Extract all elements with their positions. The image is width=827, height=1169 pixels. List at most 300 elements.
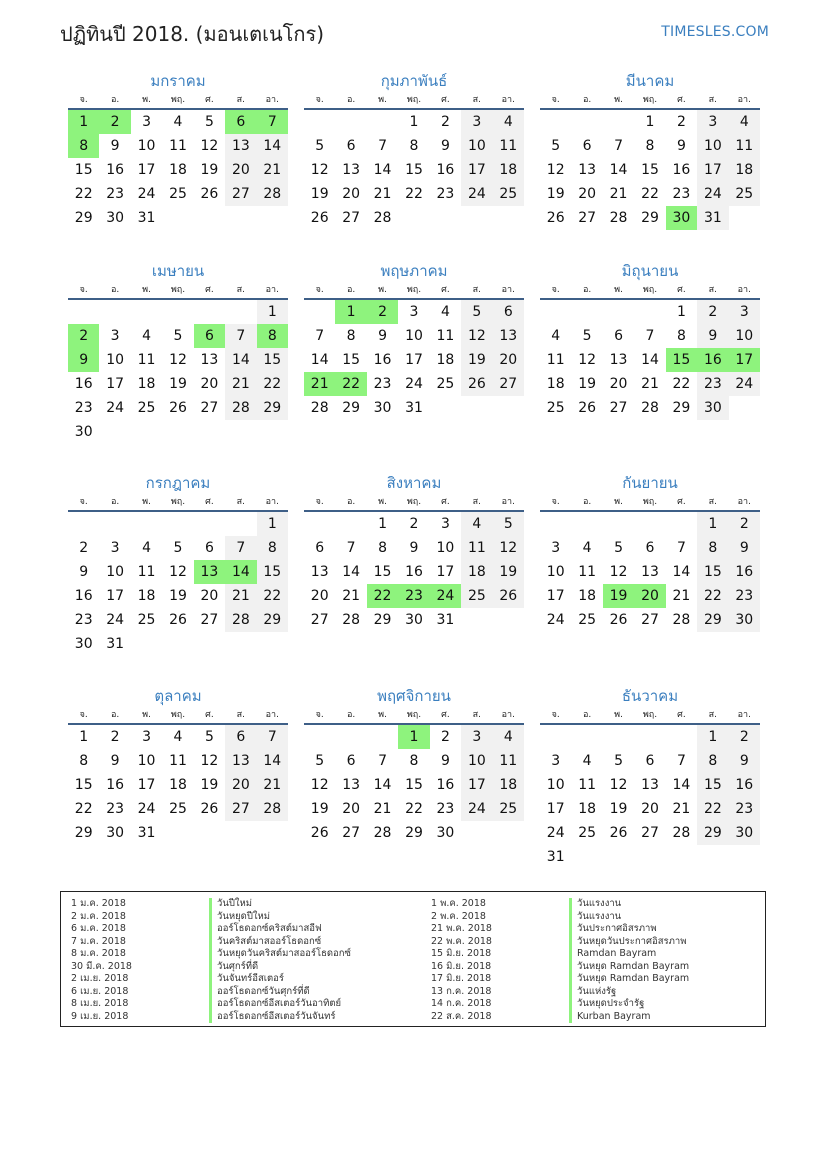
day-cell: 20 bbox=[225, 773, 256, 797]
day-cell: 29 bbox=[74, 825, 93, 841]
holiday-name: วันประกาศอิสรภาพ bbox=[569, 923, 657, 936]
weekday-header bbox=[304, 707, 524, 725]
day-cell: 19 bbox=[493, 560, 524, 584]
day-cell: 2 bbox=[440, 114, 450, 130]
day-cell: 24 bbox=[106, 612, 125, 628]
site-link[interactable]: TIMESLES.COM bbox=[661, 24, 769, 40]
weekday-label: ศ. bbox=[441, 95, 450, 105]
day-cell: 19 bbox=[200, 162, 219, 178]
holiday-date: 1 พ.ค. 2018 bbox=[431, 898, 486, 909]
day-cell: 15 bbox=[641, 162, 659, 178]
day-cell: 15 bbox=[342, 352, 361, 368]
day-cell: 2 bbox=[729, 725, 760, 749]
weekday-label: พ. bbox=[614, 285, 623, 295]
day-cell: 15 bbox=[74, 777, 93, 793]
day-cell: 9 bbox=[440, 138, 450, 154]
month-name: เมษายน bbox=[151, 262, 205, 280]
empty-cell bbox=[335, 512, 366, 536]
day-cell: 22 bbox=[74, 801, 93, 817]
day-cell: 24 bbox=[546, 825, 565, 841]
day-cell: 3 bbox=[142, 729, 152, 745]
day-cell: 28 bbox=[342, 612, 361, 628]
weekday-label: อ. bbox=[346, 95, 356, 105]
day-cell: 12 bbox=[493, 536, 524, 560]
day-cell: 16 bbox=[436, 162, 455, 178]
day-grid bbox=[304, 512, 524, 632]
empty-cell bbox=[335, 110, 366, 134]
day-cell: 25 bbox=[729, 182, 760, 206]
day-cell: 20 bbox=[493, 348, 524, 372]
weekday-label: จ. bbox=[79, 95, 88, 105]
day-cell: 30 bbox=[697, 396, 728, 420]
day-cell: 7 bbox=[225, 324, 256, 348]
weekday-label: จ. bbox=[79, 497, 88, 507]
empty-cell bbox=[99, 512, 130, 536]
day-cell: 10 bbox=[405, 328, 423, 344]
day-cell: 30 bbox=[74, 424, 93, 440]
weekday-header bbox=[68, 494, 288, 512]
day-cell: 5 bbox=[173, 540, 183, 556]
day-cell: 31 bbox=[106, 636, 125, 652]
day-cell: 25 bbox=[436, 376, 455, 392]
day-cell: 18 bbox=[436, 352, 455, 368]
weekday-label: จ. bbox=[551, 710, 560, 720]
day-cell: 5 bbox=[551, 138, 561, 154]
day-cell: 2 bbox=[110, 729, 120, 745]
day-cell: 21 bbox=[373, 186, 392, 202]
day-cell: 6 bbox=[346, 138, 356, 154]
day-cell: 3 bbox=[697, 110, 728, 134]
month-block bbox=[304, 260, 524, 420]
day-cell: 1 bbox=[378, 516, 388, 532]
day-cell: 7 bbox=[676, 540, 686, 556]
weekday-label: ศ. bbox=[441, 710, 450, 720]
day-cell: 23 bbox=[729, 797, 760, 821]
day-cell: 5 bbox=[315, 138, 325, 154]
day-cell: 29 bbox=[697, 608, 728, 632]
holiday-name: วันหยุด Ramdan Bayram bbox=[569, 961, 689, 974]
day-cell: 4 bbox=[142, 540, 152, 556]
weekday-label: พ. bbox=[142, 497, 151, 507]
day-cell: 14 bbox=[672, 777, 691, 793]
day-cell: 23 bbox=[74, 612, 93, 628]
day-cell: 11 bbox=[578, 777, 597, 793]
day-cell: 29 bbox=[641, 210, 659, 226]
day-cell: 24 bbox=[405, 376, 423, 392]
day-cell: 9 bbox=[378, 328, 388, 344]
empty-cell bbox=[225, 300, 256, 324]
day-cell: 4 bbox=[493, 725, 524, 749]
day-cell: 10 bbox=[106, 564, 125, 580]
day-cell: 30 bbox=[106, 825, 125, 841]
day-cell: 31 bbox=[137, 825, 156, 841]
day-cell: 30 bbox=[436, 825, 455, 841]
day-cell: 10 bbox=[137, 753, 156, 769]
day-cell: 25 bbox=[546, 400, 565, 416]
holiday-name: ออร์โธดอกซ์วันศุกร์ที่ดี bbox=[209, 986, 310, 999]
month-block bbox=[68, 70, 288, 230]
day-cell: 12 bbox=[461, 324, 492, 348]
holiday-date: 30 มี.ค. 2018 bbox=[71, 960, 132, 972]
day-cell: 19 bbox=[609, 801, 628, 817]
day-cell: 7 bbox=[378, 138, 388, 154]
weekday-label: อ. bbox=[110, 497, 120, 507]
day-cell: 16 bbox=[74, 588, 93, 604]
weekday-header bbox=[68, 707, 288, 725]
day-cell: 10 bbox=[106, 352, 125, 368]
month-name: ตุลาคม bbox=[154, 687, 202, 705]
holiday-date: 22 พ.ค. 2018 bbox=[431, 935, 492, 947]
day-cell: 30 bbox=[106, 210, 125, 226]
day-cell: 18 bbox=[493, 158, 524, 182]
weekday-label: พ. bbox=[614, 95, 623, 105]
day-cell: 21 bbox=[257, 773, 288, 797]
empty-cell bbox=[162, 512, 193, 536]
weekday-label: อา. bbox=[265, 710, 279, 720]
day-cell: 19 bbox=[200, 777, 219, 793]
day-cell: 25 bbox=[169, 801, 187, 817]
day-cell: 9 bbox=[409, 540, 419, 556]
day-cell: 18 bbox=[578, 588, 597, 604]
day-cell: 19 bbox=[310, 801, 329, 817]
weekday-label: ส. bbox=[708, 95, 718, 105]
day-cell: 16 bbox=[106, 777, 125, 793]
weekday-label: ส. bbox=[708, 497, 718, 507]
weekday-label: ส. bbox=[236, 497, 246, 507]
day-cell: 9 bbox=[729, 536, 760, 560]
day-cell: 31 bbox=[546, 849, 565, 865]
day-cell: 24 bbox=[137, 801, 156, 817]
day-cell: 17 bbox=[436, 564, 455, 580]
day-cell: 20 bbox=[641, 801, 659, 817]
weekday-label: พ. bbox=[378, 497, 387, 507]
day-cell: 2 bbox=[409, 516, 419, 532]
day-cell: 16 bbox=[373, 352, 392, 368]
day-cell: 28 bbox=[373, 825, 392, 841]
weekday-label: อา. bbox=[737, 710, 751, 720]
empty-cell bbox=[634, 300, 665, 324]
day-cell: 21 bbox=[342, 588, 361, 604]
empty-cell bbox=[194, 300, 225, 324]
day-cell: 24 bbox=[729, 372, 760, 396]
day-cell: 12 bbox=[310, 162, 329, 178]
day-cell: 22 bbox=[697, 797, 728, 821]
day-cell: 26 bbox=[310, 825, 329, 841]
holiday-date: 7 ม.ค. 2018 bbox=[71, 935, 126, 947]
day-cell: 15 bbox=[697, 560, 728, 584]
day-cell: 29 bbox=[405, 825, 423, 841]
month-block bbox=[68, 472, 288, 656]
holiday-date: 8 ม.ค. 2018 bbox=[71, 948, 126, 959]
empty-cell bbox=[304, 512, 335, 536]
day-cell: 17 bbox=[106, 376, 125, 392]
empty-cell bbox=[225, 512, 256, 536]
day-cell: 17 bbox=[137, 777, 156, 793]
day-cell: 29 bbox=[697, 821, 728, 845]
weekday-label: อ. bbox=[110, 95, 120, 105]
day-cell: 29 bbox=[342, 400, 361, 416]
page-title: ปฏิทินปี 2018. (มอนเตเนโกร) bbox=[60, 22, 325, 46]
weekday-label: อ. bbox=[346, 285, 356, 295]
holiday-date: 2 เม.ย. 2018 bbox=[71, 973, 129, 984]
day-cell: 23 bbox=[106, 186, 125, 202]
day-cell: 16 bbox=[672, 162, 691, 178]
day-cell: 27 bbox=[225, 182, 256, 206]
empty-cell bbox=[131, 300, 162, 324]
day-cell: 6 bbox=[645, 540, 655, 556]
weekday-label: จ. bbox=[315, 95, 324, 105]
day-cell: 27 bbox=[493, 372, 524, 396]
day-cell: 15 bbox=[257, 560, 288, 584]
day-cell: 29 bbox=[373, 612, 392, 628]
weekday-label: พฤ. bbox=[406, 285, 422, 295]
day-cell: 2 bbox=[697, 300, 728, 324]
holiday-day: 13 bbox=[194, 560, 225, 584]
weekday-label: จ. bbox=[315, 497, 324, 507]
weekday-label: จ. bbox=[79, 285, 88, 295]
holiday-day: 14 bbox=[225, 560, 256, 584]
weekday-label: อ. bbox=[582, 497, 592, 507]
day-cell: 21 bbox=[641, 376, 659, 392]
weekday-header bbox=[540, 707, 760, 725]
holiday-date: 16 มิ.ย. 2018 bbox=[431, 960, 492, 972]
day-cell: 18 bbox=[461, 560, 492, 584]
day-cell: 22 bbox=[672, 376, 691, 392]
weekday-label: อ. bbox=[110, 710, 120, 720]
holiday-date: 9 เม.ย. 2018 bbox=[71, 1010, 129, 1022]
day-cell: 8 bbox=[346, 328, 356, 344]
day-cell: 13 bbox=[578, 162, 597, 178]
empty-cell bbox=[304, 725, 335, 749]
month-name: พฤษภาคม bbox=[380, 262, 448, 280]
weekday-label: ส. bbox=[236, 95, 246, 105]
day-cell: 8 bbox=[645, 138, 655, 154]
day-cell: 17 bbox=[137, 162, 156, 178]
day-cell: 10 bbox=[461, 134, 492, 158]
day-cell: 4 bbox=[173, 114, 183, 130]
day-cell: 5 bbox=[582, 328, 592, 344]
weekday-label: ศ. bbox=[205, 95, 214, 105]
day-cell: 28 bbox=[225, 608, 256, 632]
holiday-day: 17 bbox=[729, 348, 760, 372]
day-cell: 15 bbox=[373, 564, 392, 580]
weekday-label: ศ. bbox=[205, 710, 214, 720]
holiday-day: 23 bbox=[398, 584, 429, 608]
day-cell: 11 bbox=[461, 536, 492, 560]
day-cell: 11 bbox=[493, 749, 524, 773]
weekday-label: พฤ. bbox=[170, 497, 186, 507]
weekday-label: ศ. bbox=[677, 95, 686, 105]
day-cell: 1 bbox=[79, 729, 89, 745]
day-cell: 13 bbox=[493, 324, 524, 348]
day-cell: 26 bbox=[546, 210, 565, 226]
weekday-header bbox=[304, 494, 524, 512]
day-grid bbox=[540, 512, 760, 632]
day-cell: 13 bbox=[310, 564, 329, 580]
empty-cell bbox=[540, 300, 571, 324]
day-grid bbox=[540, 725, 760, 869]
day-cell: 16 bbox=[436, 777, 455, 793]
weekday-label: พฤ. bbox=[170, 95, 186, 105]
weekday-label: พฤ. bbox=[170, 285, 186, 295]
day-cell: 25 bbox=[169, 186, 187, 202]
weekday-header bbox=[304, 92, 524, 110]
month-name: สิงหาคม bbox=[386, 474, 442, 492]
day-cell: 27 bbox=[310, 612, 329, 628]
day-cell: 24 bbox=[106, 400, 125, 416]
month-block bbox=[68, 260, 288, 444]
day-cell: 1 bbox=[257, 512, 288, 536]
weekday-label: ส. bbox=[472, 285, 482, 295]
day-cell: 10 bbox=[729, 324, 760, 348]
empty-cell bbox=[634, 512, 665, 536]
weekday-label: จ. bbox=[315, 710, 324, 720]
day-cell: 12 bbox=[169, 352, 187, 368]
day-cell: 17 bbox=[697, 158, 728, 182]
day-cell: 13 bbox=[342, 162, 361, 178]
day-cell: 26 bbox=[578, 400, 597, 416]
empty-cell bbox=[99, 300, 130, 324]
weekday-label: พ. bbox=[614, 710, 623, 720]
day-cell: 30 bbox=[74, 636, 93, 652]
day-cell: 18 bbox=[169, 162, 187, 178]
day-cell: 3 bbox=[551, 753, 561, 769]
weekday-label: อา. bbox=[501, 95, 515, 105]
day-cell: 3 bbox=[461, 110, 492, 134]
day-cell: 24 bbox=[461, 182, 492, 206]
day-cell: 14 bbox=[373, 162, 392, 178]
day-cell: 7 bbox=[614, 138, 624, 154]
day-cell: 13 bbox=[641, 777, 659, 793]
day-cell: 8 bbox=[697, 749, 728, 773]
day-cell: 3 bbox=[461, 725, 492, 749]
empty-cell bbox=[162, 300, 193, 324]
day-cell: 24 bbox=[461, 797, 492, 821]
day-cell: 14 bbox=[609, 162, 628, 178]
day-cell: 20 bbox=[342, 186, 361, 202]
day-cell: 15 bbox=[697, 773, 728, 797]
day-cell: 6 bbox=[645, 753, 655, 769]
day-cell: 27 bbox=[200, 612, 219, 628]
day-cell: 8 bbox=[257, 536, 288, 560]
weekday-label: พฤ. bbox=[170, 710, 186, 720]
day-cell: 28 bbox=[257, 797, 288, 821]
day-cell: 11 bbox=[436, 328, 455, 344]
day-cell: 19 bbox=[461, 348, 492, 372]
month-name: กรกฎาคม bbox=[145, 474, 211, 492]
day-cell: 12 bbox=[310, 777, 329, 793]
day-cell: 17 bbox=[461, 773, 492, 797]
weekday-label: ศ. bbox=[441, 285, 450, 295]
day-cell: 11 bbox=[493, 134, 524, 158]
empty-cell bbox=[571, 725, 602, 749]
empty-cell bbox=[304, 300, 335, 324]
weekday-label: ศ. bbox=[205, 285, 214, 295]
holiday-name: วันจันทร์อีสเตอร์ bbox=[209, 973, 284, 986]
day-cell: 3 bbox=[110, 328, 120, 344]
day-cell: 21 bbox=[373, 801, 392, 817]
day-cell: 1 bbox=[697, 725, 728, 749]
day-cell: 18 bbox=[546, 376, 565, 392]
day-cell: 13 bbox=[609, 352, 628, 368]
day-cell: 12 bbox=[200, 138, 219, 154]
day-cell: 13 bbox=[225, 749, 256, 773]
month-name: กันยายน bbox=[622, 474, 678, 492]
empty-cell bbox=[131, 512, 162, 536]
holiday-day: 8 bbox=[257, 324, 288, 348]
weekday-label: อา. bbox=[501, 497, 515, 507]
day-cell: 19 bbox=[169, 376, 187, 392]
day-cell: 5 bbox=[614, 540, 624, 556]
weekday-label: อ. bbox=[582, 95, 592, 105]
day-cell: 25 bbox=[461, 584, 492, 608]
day-cell: 22 bbox=[405, 801, 423, 817]
day-cell: 25 bbox=[493, 182, 524, 206]
day-cell: 1 bbox=[676, 304, 686, 320]
empty-cell bbox=[603, 725, 634, 749]
month-block bbox=[304, 685, 524, 845]
day-cell: 13 bbox=[200, 352, 219, 368]
day-cell: 3 bbox=[142, 114, 152, 130]
day-cell: 19 bbox=[169, 588, 187, 604]
empty-cell bbox=[540, 725, 571, 749]
day-cell: 20 bbox=[342, 801, 361, 817]
day-cell: 27 bbox=[200, 400, 219, 416]
weekday-label: พ. bbox=[378, 95, 387, 105]
weekday-label: พฤ. bbox=[642, 95, 658, 105]
day-cell: 24 bbox=[546, 612, 565, 628]
holiday-name: วันแรงงาน bbox=[569, 898, 621, 911]
day-grid bbox=[68, 725, 288, 845]
holiday-date: 2 พ.ค. 2018 bbox=[431, 910, 486, 922]
day-cell: 26 bbox=[310, 210, 329, 226]
day-cell: 14 bbox=[672, 564, 691, 580]
day-cell: 22 bbox=[697, 584, 728, 608]
day-cell: 6 bbox=[582, 138, 592, 154]
day-cell: 30 bbox=[729, 608, 760, 632]
empty-cell bbox=[603, 300, 634, 324]
day-cell: 18 bbox=[169, 777, 187, 793]
day-cell: 21 bbox=[257, 158, 288, 182]
day-cell: 8 bbox=[409, 753, 419, 769]
holiday-name: วันหยุด Ramdan Bayram bbox=[569, 973, 689, 986]
day-cell: 6 bbox=[204, 540, 214, 556]
weekday-label: พ. bbox=[142, 285, 151, 295]
weekday-header bbox=[540, 494, 760, 512]
day-cell: 31 bbox=[137, 210, 156, 226]
day-cell: 19 bbox=[546, 186, 565, 202]
day-cell: 16 bbox=[729, 560, 760, 584]
day-cell: 6 bbox=[225, 725, 256, 749]
holiday-day: 6 bbox=[194, 324, 225, 348]
day-cell: 12 bbox=[609, 564, 628, 580]
day-cell: 11 bbox=[729, 134, 760, 158]
weekday-label: อา. bbox=[737, 285, 751, 295]
empty-cell bbox=[666, 512, 697, 536]
weekday-label: พ. bbox=[378, 710, 387, 720]
day-cell: 12 bbox=[169, 564, 187, 580]
day-cell: 7 bbox=[315, 328, 325, 344]
holiday-date: 14 ก.ค. 2018 bbox=[431, 998, 492, 1009]
day-cell: 13 bbox=[641, 564, 659, 580]
weekday-label: พฤ. bbox=[406, 497, 422, 507]
holiday-name: วันปีใหม่ bbox=[209, 898, 252, 911]
day-cell: 9 bbox=[110, 138, 120, 154]
month-block bbox=[540, 685, 760, 869]
weekday-label: พฤ. bbox=[642, 285, 658, 295]
day-cell: 18 bbox=[729, 158, 760, 182]
holiday-day: 15 bbox=[666, 348, 697, 372]
